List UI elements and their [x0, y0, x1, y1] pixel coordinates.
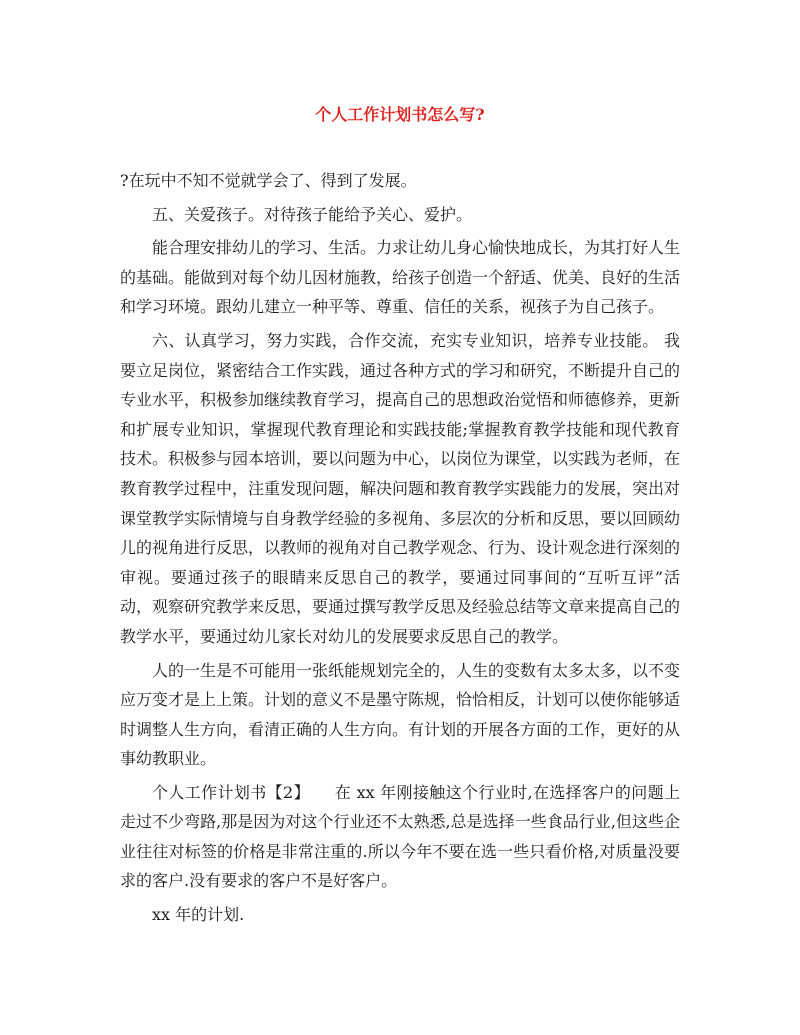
document-title: 个人工作计划书怎么写?	[315, 105, 485, 124]
paragraph-3: 能合理安排幼儿的学习、生活。力求让幼儿身心愉快地成长，为其打好人生的基础。能做到对每个幼儿因材施教，给孩子创造一个舒适、优美、良好的生活和学习环境。跟幼儿建立一种平等、尊重、信任的关系，视孩子为自己孩子。	[120, 238, 681, 317]
paragraph-5: 人的一生是不可能用一张纸能规划完全的，人生的变数有太多太多，以不变应万变才是上上策。计划的意义不是墨守陈规，恰恰相反，计划可以使你能够适时调整人生方向，看清正确的人生方向。有计划的开展各方面的工作，更好的从事幼教职业。	[120, 660, 681, 769]
paragraph-4: 六、认真学习，努力实践，合作交流，充实专业知识，培养专业技能。 我要立足岗位，紧密结合工作实践，通过各种方式的学习和研究，不断提升自己的专业水平，积极参加继续教育学习，提高自己的思想政治觉悟和师德修养，更新和扩展专业知识，掌握现代教育理论和实践技能;掌握教育教学技能和现代教育技术。积极参与园本培训，要以问题为中心，以岗位为课堂，以实践为老师，在教育教学过程中，注重发现问题，解决问题和教育教学实践能力的发展，突出对课堂教学实际情境与自身教学经验的多视角、多层次的分析和反思，要以回顾幼儿的视角进行反思，以教师的视角对自己教学观念、行为、设计观念进行深刻的审视。要通过孩子的眼睛来反思自己的教学，要通过同事间的“互听互评”活动，观察研究教学来反思，要通过撰写教学反思及经验总结等文章来提高自己的教学水平，要通过幼儿家长对幼儿的发展要求反思自己的教学。	[120, 330, 681, 646]
paragraph-1: ?在玩中不知不觉就学会了、得到了发展。	[120, 171, 417, 190]
paragraph-2: 五、关爱孩子。对待孩子能给予关心、爱护。	[152, 204, 473, 224]
document-body	[120, 166, 680, 933]
paragraph-7: xx 年的计划.	[152, 904, 245, 924]
paragraph-6: 个人工作计划书【2】 在 xx 年刚接触这个行业时,在选择客户的问题上走过不少弯路,那是因为对这个行业还不太熟悉,总是选择一些食品行业,但这些企业往往对标签的价格是非常注重的.所以今年不要在选一些只看价格,对质量没要求的客户.没有要求的客户不是好客户。	[120, 782, 680, 891]
